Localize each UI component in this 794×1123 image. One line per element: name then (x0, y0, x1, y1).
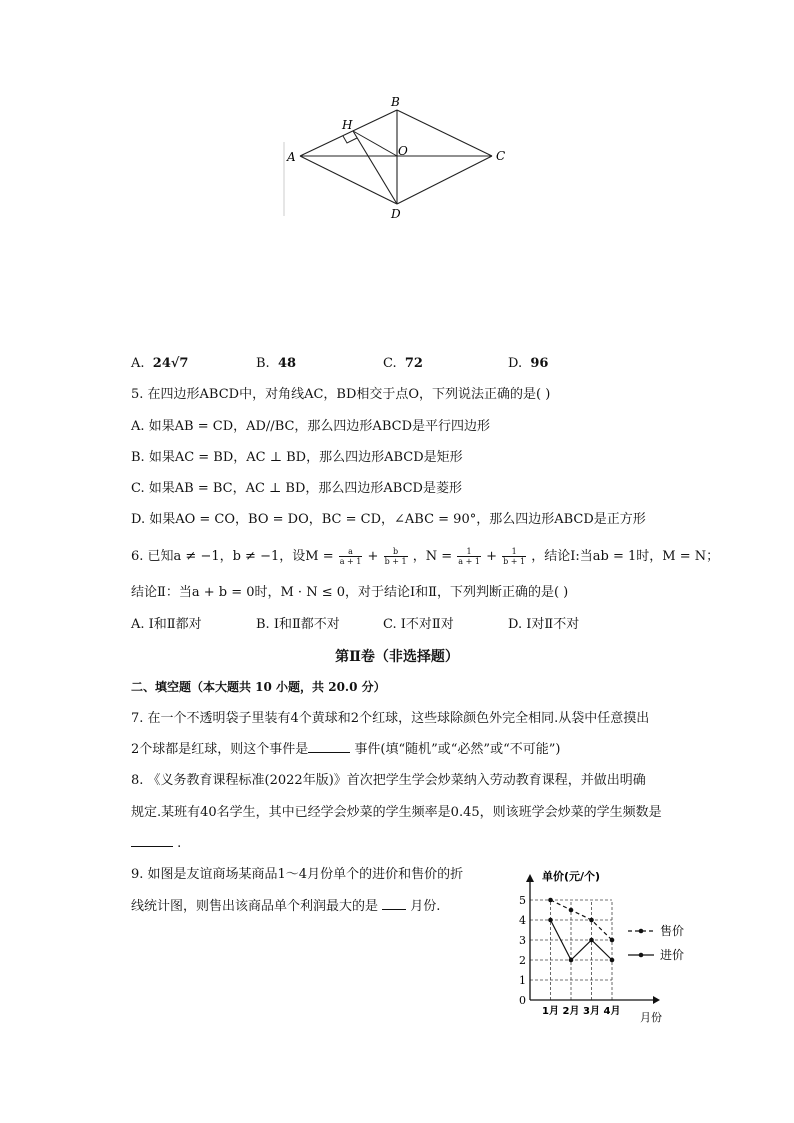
data-point (589, 918, 594, 923)
label-o: O (398, 144, 408, 158)
legend-marker-1 (639, 929, 644, 934)
q6-frac-m1: $\frac{a}{a + 1}$ (339, 547, 362, 566)
q5-stem: 5. 在四边形ABCD中，对角线AC，BD相交于点O，下列说法正确的是( ) (131, 387, 551, 402)
chart-series (548, 898, 614, 963)
part2-heading: 二、填空题（本大题共 10 小题，共 20.0 分） (131, 680, 386, 694)
data-point (610, 938, 615, 943)
q6-n-label: ，N = (412, 549, 453, 564)
x-axis-label: 月份 (640, 1011, 662, 1024)
label-h: H (342, 118, 353, 132)
q6-option-d: D. Ⅰ对Ⅱ不对 (508, 617, 580, 632)
q9-line2-b: 月份. (410, 899, 441, 914)
q6-option-b: B. Ⅰ和Ⅱ都不对 (256, 617, 340, 632)
legend-label-1: 售价 (660, 924, 685, 938)
y-tick-label: 1 (519, 974, 526, 987)
y-tick-label: 5 (519, 894, 526, 907)
section-title: 第Ⅱ卷（非选择题） (335, 649, 459, 665)
y-tick-label: 0 (519, 994, 526, 1007)
q9-line1: 9. 如图是友谊商场某商品1～4月份单个的进价和售价的折 (131, 867, 464, 882)
data-point (610, 958, 615, 963)
y-axis-label: 单价(元/个) (542, 870, 601, 883)
q6-frac-m2: $\frac{b}{b + 1}$ (384, 547, 407, 566)
q6-line2: 结论Ⅱ：当a + b = 0时，M · N ≤ 0，对于结论Ⅰ和Ⅱ，下列判断正确的是( ) (131, 585, 569, 600)
q9-answer-blank[interactable] (382, 897, 406, 910)
x-tick-label: 3月 (583, 1006, 600, 1017)
q6-plus-2: + (486, 549, 497, 564)
q6-suffix: ，结论Ⅰ:当ab = 1时，M = N； (531, 549, 720, 564)
y-tick-label: 2 (519, 954, 526, 967)
chart-labels (519, 869, 662, 1024)
q8-line1: 8. 《义务教育课程标准(2022年版)》首次把学生学会炒菜纳入劳动教育课程，并做出明确 (131, 773, 646, 788)
y-tick-label: 4 (519, 914, 526, 927)
q6-line1 (131, 547, 719, 567)
q7-line2 (131, 740, 560, 760)
chart-legend (628, 923, 684, 962)
q8-period: . (177, 836, 182, 851)
x-tick-label: 2月 (562, 1006, 580, 1017)
q9-line2 (131, 897, 440, 917)
q6-option-c: C. Ⅰ不对Ⅱ对 (383, 617, 454, 632)
q5-option-d: D. 如果AO = CO，BO = DO，BC = CD，∠ABC = 90°，那么四边形ABCD是正方形 (131, 512, 646, 527)
q7-line2-a: 2个球都是红球，则这个事件是 (131, 742, 309, 757)
q6-frac-n1: $\frac{1}{a + 1}$ (458, 547, 480, 566)
data-point (548, 918, 553, 923)
q9-line2-a: 线统计图，则售出该商品单个利润最大的是 (131, 899, 379, 914)
right-angle-mark (343, 136, 357, 143)
label-d: D (391, 207, 401, 221)
segment-ho (353, 131, 397, 156)
label-a: A (287, 150, 296, 164)
x-axis-arrow (653, 996, 660, 1004)
q6-prefix: 6. 已知a ≠ −1，b ≠ −1，设M = (131, 549, 334, 564)
q8-answer-blank[interactable] (131, 834, 173, 847)
x-tick-label: 4月 (603, 1006, 621, 1017)
price-line-chart (508, 864, 708, 1029)
label-b: B (391, 95, 400, 109)
q4-option-d: D. 96 (508, 356, 549, 371)
data-point (569, 958, 574, 963)
legend-label-2: 进价 (660, 948, 685, 962)
chart-grid (530, 900, 612, 1000)
q5-option-a: A. 如果AB = CD，AD//BC，那么四边形ABCD是平行四边形 (131, 419, 490, 434)
q6-options (131, 615, 651, 635)
q8-line2: 规定.某班有40名学生，其中已经学会炒菜的学生频率是0.45，则该班学会炒菜的学生频数是 (131, 805, 662, 820)
q5-option-b: B. 如果AC = BD，AC ⊥ BD，那么四边形ABCD是矩形 (131, 450, 463, 465)
data-point (548, 898, 553, 903)
q4-option-a: A. 24√7 (131, 356, 189, 371)
rhombus-figure (280, 92, 510, 224)
q7-line2-b: 事件(填“随机”或“必然”或“不可能”) (354, 742, 561, 757)
x-tick-label: 1月 (542, 1006, 559, 1017)
q6-plus-1: + (367, 549, 379, 564)
q4-option-b: B. 48 (256, 356, 297, 371)
legend-marker-2 (639, 953, 644, 958)
segment-cd (397, 156, 492, 204)
q8-line3 (131, 834, 181, 854)
y-tick-label: 3 (519, 934, 526, 947)
q6-frac-n2: $\frac{1}{b + 1}$ (503, 547, 526, 566)
label-c: C (496, 149, 506, 163)
segment-bc (397, 110, 492, 156)
q7-answer-blank[interactable] (308, 740, 350, 753)
data-point (589, 938, 594, 943)
q6-option-a: A. Ⅰ和Ⅱ都对 (131, 617, 202, 632)
q7-line1: 7. 在一个不透明袋子里装有4个黄球和2个红球，这些球除颜色外完全相同.从袋中任意摸出 (131, 711, 650, 726)
y-axis-arrow (526, 874, 534, 882)
data-point (569, 908, 574, 913)
segment-ab (300, 110, 397, 156)
q4-option-c: C. 72 (383, 356, 423, 371)
q5-option-c: C. 如果AB = BC，AC ⊥ BD，那么四边形ABCD是菱形 (131, 481, 462, 496)
